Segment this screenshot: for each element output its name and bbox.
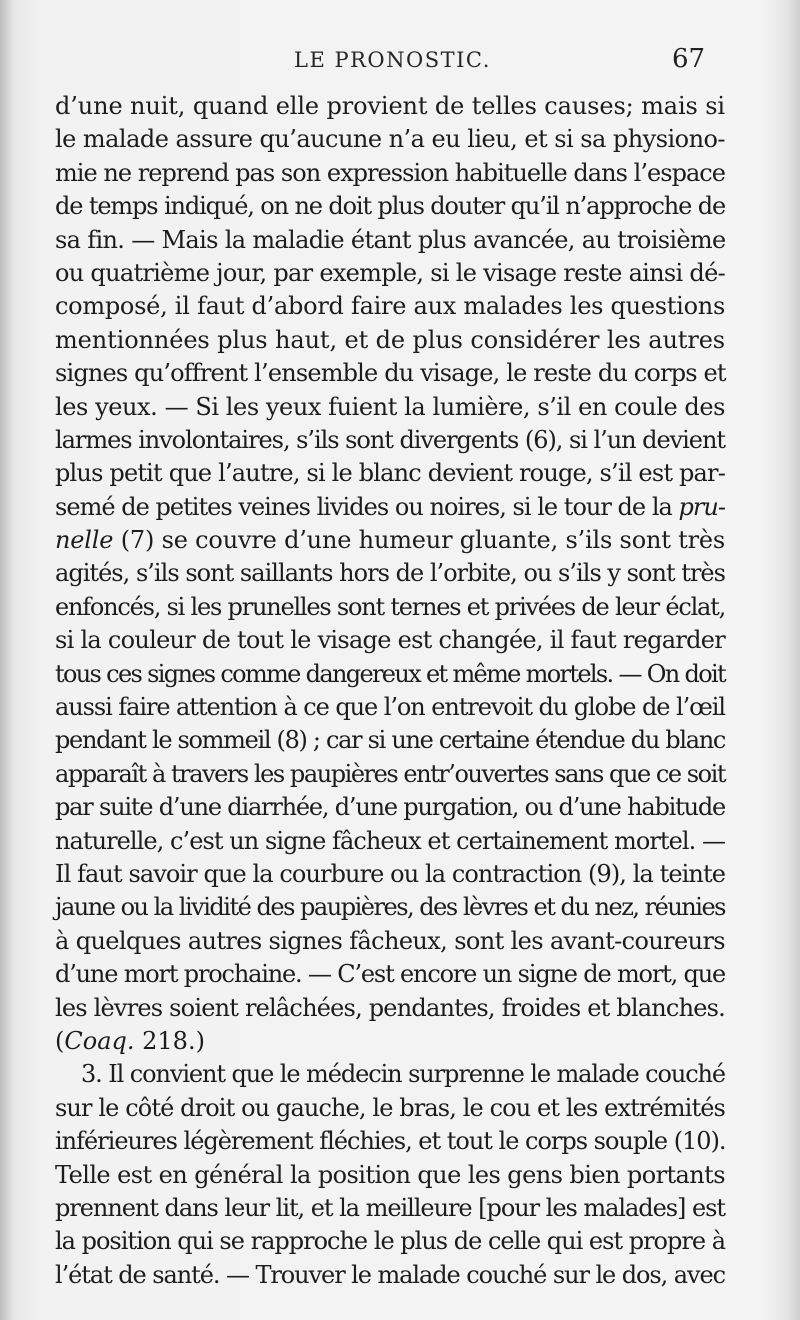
text-line: inférieures légèrement fléchies, et tout le corps souple (10). [55, 1127, 726, 1156]
running-title: LE PRONOSTIC. [294, 48, 491, 72]
text-line: 3. Il convient que le médecin surprenne le malade couché [81, 1060, 726, 1089]
text-line: ou quatrième jour, par exemple, si le visage reste ainsi dé- [55, 258, 725, 287]
text-line: d’une nuit, quand elle provient de telles causes; mais si [55, 92, 725, 120]
text-line: mie ne reprend pas son expression habituelle dans l’espace [55, 158, 725, 187]
text-line: tous ces signes comme dangereux et même mortels. — On doit [55, 659, 725, 688]
text-line: sur le côté droit ou gauche, le bras, le cou et les extrémités [55, 1093, 725, 1122]
text-line: naturelle, c’est un signe fâcheux et certainement mortel. — [55, 826, 726, 855]
text-line: la position qui se rapproche le plus de celle qui est propre à [55, 1227, 725, 1256]
text-line: les yeux. — Si les yeux fuient la lumière, s’il en coule des [55, 392, 726, 421]
text-line: sa fin. — Mais la maladie étant plus avancée, au troisième [55, 225, 726, 254]
italic-word: nelle [55, 526, 114, 555]
page-body [55, 90, 725, 1292]
page-number: 67 [672, 44, 706, 74]
text-line [55, 524, 725, 557]
text-line: larmes involontaires, s’ils sont divergents (6), si l’un devient [55, 425, 725, 454]
text-line: signes qu’offrent l’ensemble du visage, le reste du corps et [55, 359, 726, 388]
text-line: apparaît à travers les paupières entr’ouvertes sans que ce soit [55, 759, 726, 788]
text-line: d’une mort prochaine. — C’est encore un signe de mort, que [55, 960, 726, 989]
text-line: composé, il faut d’abord faire aux malades les questions [55, 292, 725, 321]
text-line: plus petit que l’autre, si le blanc devient rouge, s’il est par- [55, 459, 725, 488]
italic-word: Coaq. [64, 1026, 135, 1055]
text-line: Telle est en général la position que les gens bien portants [55, 1160, 725, 1189]
text-line: par suite d’une diarrhée, d’une purgation, ou d’une habitude [55, 793, 725, 822]
text-line: mentionnées plus haut, et de plus considérer les autres [55, 325, 725, 354]
text-line: enfoncés, si les prunelles sont ternes et privées de leur éclat, [55, 592, 725, 621]
text-line: jaune ou la lividité des paupières, des lèvres et du nez, réunies [55, 893, 726, 922]
text-line: pendant le sommeil (8) ; car si une certaine étendue du blanc [55, 726, 725, 755]
text-segment: ( [55, 1026, 65, 1055]
text-line: l’état de santé. — Trouver le malade couché sur le dos, avec [55, 1260, 726, 1289]
text-line: le malade assure qu’aucune n’a eu lieu, et si sa physiono- [55, 125, 726, 154]
text-line: de temps indiqué, on ne doit plus douter qu’il n’approche de [55, 192, 726, 221]
text-line [55, 491, 725, 524]
text-line: les lèvres soient relâchées, pendantes, froides et blanches. [55, 993, 725, 1022]
text-segment: (7) se couvre d’une humeur gluante, s’ils sont très [120, 526, 725, 555]
text-segment: semé de petites veines livides ou noires, si le tour de la [55, 492, 672, 521]
text-line [55, 1025, 725, 1058]
text-line: si la couleur de tout le visage est changée, il faut regarder [55, 626, 725, 655]
text-line: agités, s’ils sont saillants hors de l’orbite, ou s’ils y sont très [55, 559, 725, 588]
text-line: à quelques autres signes fâcheux, sont les avant-coureurs [55, 926, 726, 955]
text-line: Il faut savoir que la courbure ou la contraction (9), la teinte [55, 859, 725, 888]
text-segment: 218.) [142, 1026, 205, 1055]
text-line: aussi faire attention à ce que l’on entrevoit du globe de l’œil [55, 693, 725, 722]
page-header [0, 40, 800, 80]
italic-word: pru- [678, 492, 726, 521]
text-line: prennent dans leur lit, et la meilleure [pour les malades] est [55, 1193, 725, 1222]
